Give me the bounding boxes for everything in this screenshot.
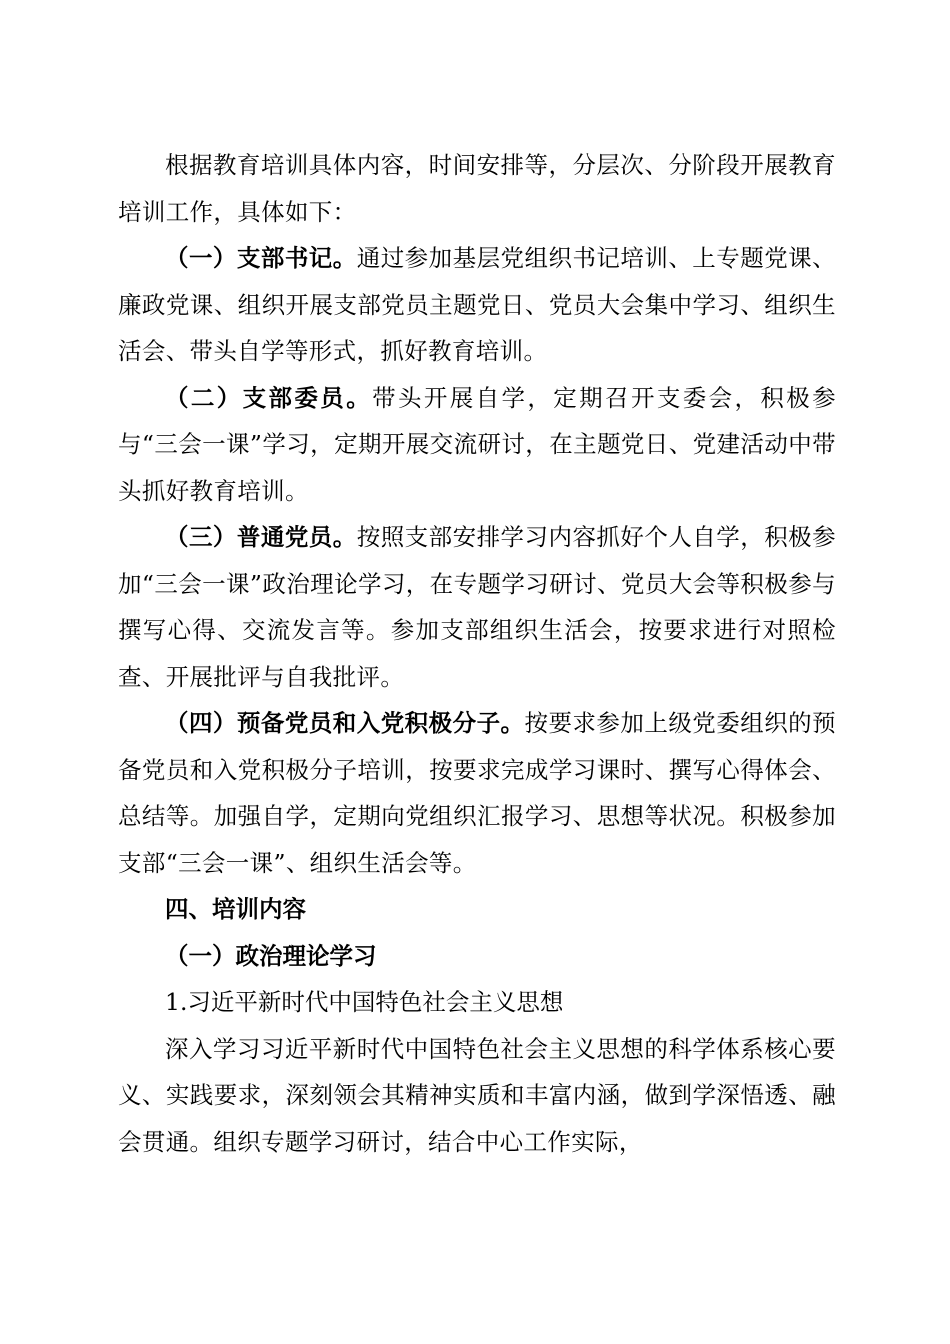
item-2-title: （二）支部委员。 bbox=[165, 383, 373, 412]
item-4-title: （四）预备党员和入党积极分子。 bbox=[165, 709, 525, 737]
document-page bbox=[118, 142, 836, 1165]
item-1-text: 通过参加基层党组织书记培训、上专题党课、廉政党课、组织开展支部党员主题党日、党员大会集中学习、组织生活会、带头自学等形式，抓好教育培训。 bbox=[118, 244, 836, 365]
point-title: 1.习近平新时代中国特色社会主义思想 bbox=[165, 988, 564, 1016]
item-3-text: 按照支部安排学习内容抓好个人自学，积极参加“三会一课”政治理论学习，在专题学习研讨、党员大会等积极参与撰写心得、交流发言等。参加支部组织生活会，按要求进行对照检查、开展批评与自我批评。 bbox=[118, 523, 836, 691]
item-3-paragraph bbox=[118, 514, 836, 700]
subsection-heading: （一）政治理论学习 bbox=[165, 941, 377, 970]
item-4-text: 按要求参加上级党委组织的预备党员和入党积极分子培训，按要求完成学习课时、撰写心得体会、总结等。加强自学，定期向党组织汇报学习、思想等状况。积极参加支部“三会一课”、组织生活会等。 bbox=[118, 709, 836, 877]
point-paragraph: 深入学习习近平新时代中国特色社会主义思想的科学体系核心要义、实践要求，深刻领会其精神实质和丰富内涵，做到学深悟透、融会贯通。组织专题学习研讨，结合中心工作实际， bbox=[118, 1034, 836, 1156]
section-heading: 四、培训内容 bbox=[165, 895, 306, 923]
item-2-paragraph bbox=[118, 375, 836, 515]
item-1-paragraph bbox=[118, 235, 836, 375]
item-3-title: （三）普通党员。 bbox=[165, 523, 357, 551]
item-2-text: 带头开展自学，定期召开支委会，积极参与“三会一课”学习，定期开展交流研讨，在主题党日、党建活动中带头抓好教育培训。 bbox=[118, 383, 836, 505]
item-1-title: （一）支部书记。 bbox=[165, 244, 357, 272]
item-4-paragraph bbox=[118, 700, 836, 886]
intro-paragraph: 根据教育培训具体内容，时间安排等，分层次、分阶段开展教育培训工作，具体如下： bbox=[118, 151, 836, 226]
